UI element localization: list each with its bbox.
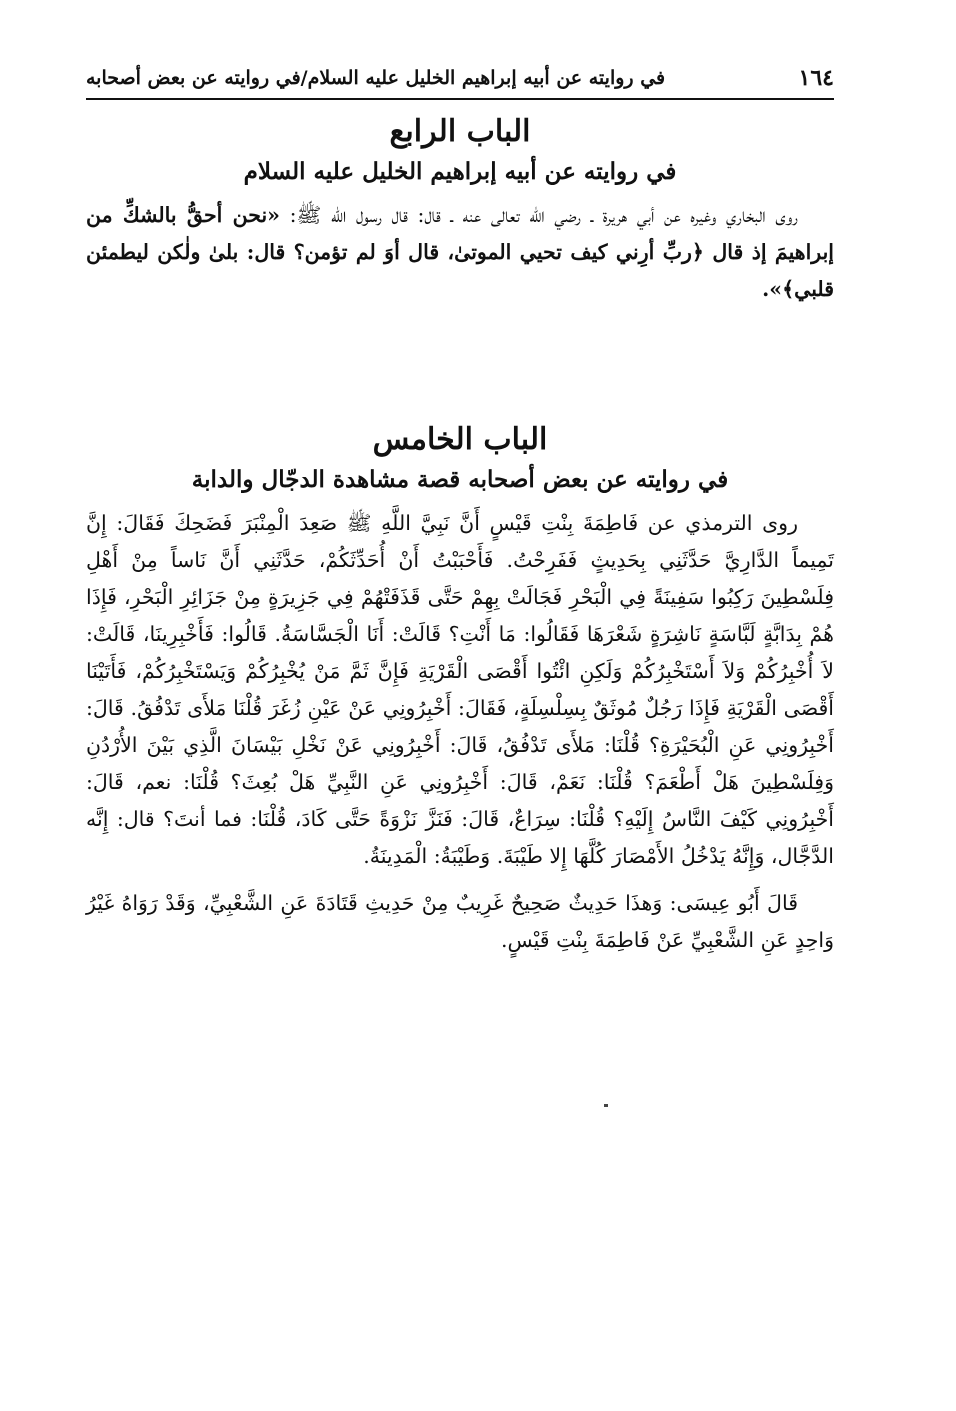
hadith-start: «نحن أحقُّ بالشكِّ من إبراهيمَ إذ قال	[86, 202, 834, 264]
scan-speck	[604, 1104, 608, 1107]
chapter-five-body: روى الترمذي عن فَاطِمَةَ بِنْتِ قَيْسٍ أَنَّ نَبِيَّ اللَّهِ ﷺ صَعِدَ الْمِنْبَرَ فَضَحِكَ فَقَالَ: إِنَّ تَمِيماً الدَّارِيَّ حَدَّثَنِي بِحَدِيثٍ فَفَرِحْتُ. فَأَحْبَبْتُ أَنْ أُحَدِّثَكُمْ، حَدَّثَنِي أَنَّ نَاساً مِنْ أَهْلِ فِلَسْطِينَ رَكِبُوا سَفِينَةً فِي الْبَحْرِ فَجَالَتْ بِهِمْ حَتَّى قَذَفَتْهُمْ فِي جَزِيرَةٍ مِنْ جَزَائِرِ الْبَحْرِ، فَإِذَا هُمْ بِدَابَّةٍ لَبَّاسَةٍ نَاشِرَةٍ شَعْرَهَا فَقَالُوا: مَا أَنْتِ؟ قَالَتْ: أَنَا الْجَسَّاسَةُ. قَالُوا: فَأَخْبِرِينَا، قَالَتْ: لاَ أُخْبِرُكُمْ وَلاَ أَسْتَخْبِرُكُمْ وَلَكِنِ ائْتُوا أَقْصَى الْقَرْيَةِ فَإِنَّ ثَمَّ مَنْ يُخْبِرُكُمْ وَيَسْتَخْبِرُكُمْ، فَأَتَيْنَا أَقْصَى الْقَرْيَةِ فَإِذَا رَجُلٌ مُوثَقٌ بِسِلْسِلَةٍ، فَقَالَ: أَخْبِرُونِي عَنْ عَيْنِ زُغَرَ قُلْنَا مَلأَى تَدْفُقُ. قَالَ: أَخْبِرُونِي عَنِ الْبُحَيْرَةِ؟ قُلْنَا: مَلأَى تَدْفُقُ، قَالَ: أَخْبِرُونِي عَنْ نَخْلِ بَيْسَانَ الَّذِي بَيْنَ الأُرْدُنِ وَفِلَسْطِينَ هَلْ أَطْعَمَ؟ قُلْنَا: نَعَمْ، قَالَ: أَخْبِرُونِي عَنِ النَّبِيِّ هَلْ بُعِثَ؟ قُلْنَا: نعم، قَالَ: أَخْبِرُونِي كَيْفَ النَّاسُ إِلَيْهِ؟ قُلْنَا: سِرَاعٌ، قَالَ: فَنَزَّ نَزْوَةً حَتَّى كَادَ، قُلْنَا: فما أنتَ؟ قال: إِنَّه الدَّجَّال، وَإِنَّهُ يَدْخُلُ الأَمْصَارَ كُلَّهَا إِلا طَيْبَةَ. وَطَيْبَةُ: الْمَدِينَةُ.	[86, 510, 834, 868]
page-number: ١٦٤	[798, 65, 834, 91]
chapter-five	[86, 420, 834, 959]
running-header	[86, 58, 834, 100]
chapter-four-subtitle: في روايته عن أبيه إبراهيم الخليل عليه السلام	[243, 158, 677, 185]
chapter-five-subtitle: في روايته عن بعض أصحابه قصة مشاهدة الدجّال والدابة	[191, 466, 729, 493]
chapter-five-title: الباب الخامس	[372, 422, 548, 457]
chapter-four	[86, 112, 834, 308]
chapter-five-conclusion: قَالَ أَبُو عِيسَى: وَهذَا حَدِيثٌ صَحِيحٌ غَرِيبٌ مِنْ حَدِيثِ قَتَادَةَ عَنِ الشَّعْبِيِّ، وَقَدْ رَوَاهُ غَيْرُ وَاحِدٍ عَنِ الشَّعْبِيِّ عَنْ فَاطِمَةَ بِنْتِ قَيْسٍ.	[86, 890, 834, 952]
quran-quote: ﴿ربِّ أرِني كيف تحيي الموتىٰ، قال أوَ لم تؤمن؟ قال: بلىٰ ولٰكن ليطمئن قلبي﴾	[86, 239, 834, 301]
chapter-four-paragraph	[86, 197, 834, 308]
chapter-four-intro: روى البخاري وغيره عن أبي هريرة ـ رضي الله تعالى عنه ـ قال: قال رسول الله ﷺ:	[280, 202, 798, 227]
chapter-four-title: الباب الرابع	[389, 114, 531, 149]
hadith-end: ».	[762, 276, 783, 301]
running-title: في روايته عن أبيه إبراهيم الخليل عليه السلام/في روايته عن بعض أصحابه	[86, 67, 666, 89]
